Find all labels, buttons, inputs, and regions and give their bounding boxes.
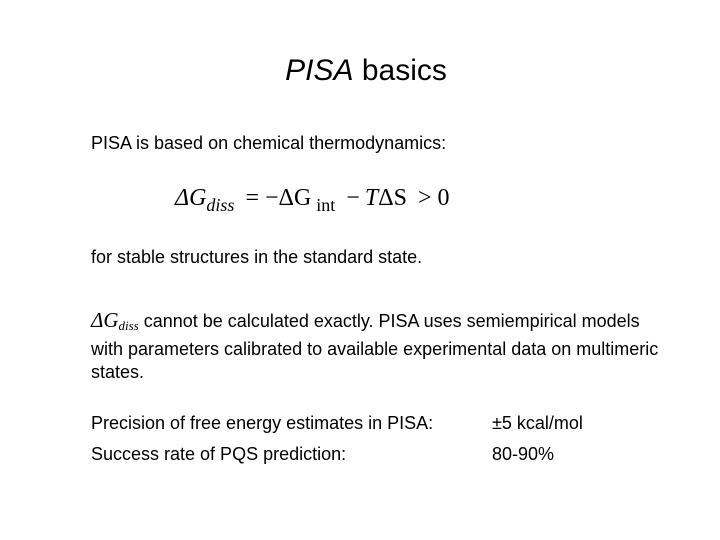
diss-symbol-sub: diss bbox=[118, 318, 139, 333]
slide-title-rest: basics bbox=[361, 54, 447, 87]
eq-delta-s: ΔS bbox=[378, 185, 407, 211]
eq-lhs-delta: ΔG bbox=[175, 185, 207, 211]
eq-greater-zero: > 0 bbox=[417, 185, 450, 211]
diss-paragraph bbox=[91, 309, 671, 385]
stat-row-success bbox=[91, 443, 555, 466]
stat-label: Precision of free energy estimates in PISA: bbox=[91, 413, 434, 433]
stat-value: 80-90% bbox=[492, 444, 555, 464]
intro-text: PISA is based on chemical thermodynamics: bbox=[91, 133, 447, 153]
diss-symbol-main: ΔG bbox=[91, 308, 119, 332]
diss-text: cannot be calculated exactly. PISA uses semiempirical models with parameters calibrated to available experimental data on multimeric states. bbox=[91, 311, 659, 382]
eq-equals-minus: = −ΔG bbox=[245, 185, 312, 211]
stable-structures-text: for stable structures in the standard state. bbox=[91, 247, 423, 267]
dissociation-equation bbox=[175, 183, 455, 220]
stat-value: ±5 kcal/mol bbox=[492, 413, 583, 433]
stat-row-precision bbox=[91, 412, 583, 435]
slide-title-italic: PISA bbox=[285, 54, 354, 87]
slide-title bbox=[0, 53, 720, 89]
diss-symbol bbox=[91, 308, 139, 332]
stat-label: Success rate of PQS prediction: bbox=[91, 444, 347, 464]
eq-lhs-sub: diss bbox=[206, 195, 235, 215]
eq-int-sub: int bbox=[316, 195, 336, 215]
eq-minus: − bbox=[346, 185, 360, 211]
eq-t: T bbox=[364, 185, 379, 211]
